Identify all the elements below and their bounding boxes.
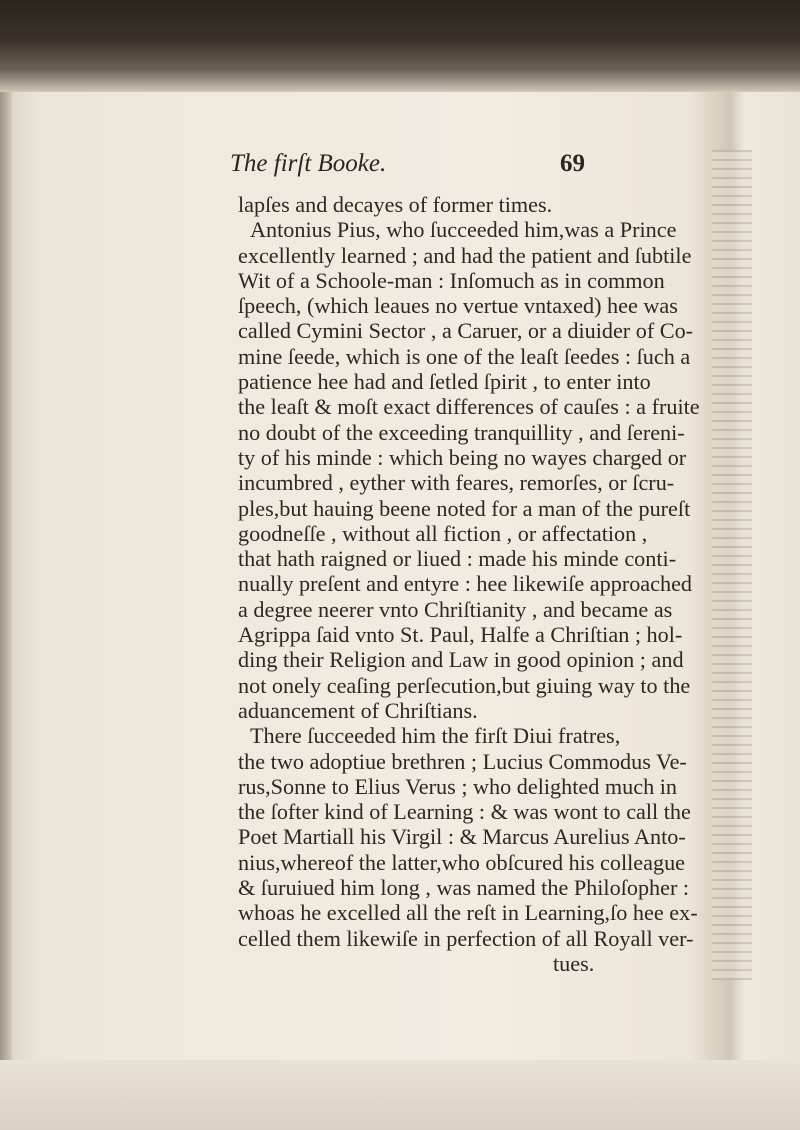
text-line: & ſuruiued him long , was named the Philoſopher :	[238, 875, 690, 901]
text-line: nius,whereof the latter,who obſcured his colleague	[238, 849, 686, 875]
text-line: that hath raigned or liued : made his minde conti-	[238, 546, 677, 572]
scan-left-edge	[0, 92, 12, 1060]
catchword: tues.	[553, 950, 595, 976]
text-line: ty of his minde : which being no wayes charged or	[238, 444, 687, 470]
page-gutter-shadow	[712, 150, 752, 980]
text-line: Agrippa ſaid vnto St. Paul, Halfe a Chriſtian ; hol-	[238, 622, 683, 648]
text-line: celled them likewiſe in perfection of all Royall ver-	[238, 925, 694, 951]
body-text	[238, 192, 700, 976]
text-line: aduancement of Chriſtians.	[238, 697, 478, 723]
text-line: the two adoptiue brethren ; Lucius Commodus Ve-	[238, 748, 687, 774]
text-line: lapſes and decayes of former times.	[238, 192, 553, 217]
text-line: patience hee had and ſetled ſpirit , to enter into	[238, 369, 651, 395]
scan-top-shadow	[0, 0, 800, 92]
running-title: The firſt Booke.	[230, 150, 387, 177]
text-line: ples,but hauing beene noted for a man of the pureſt	[238, 495, 691, 521]
text-line: ding their Religion and Law in good opinion ; and	[238, 647, 684, 673]
text-line: mine ſeede, which is one of the leaſt ſeedes : ſuch a	[238, 343, 691, 369]
text-line: incumbred , eyther with feares, remorſes, or ſcru-	[238, 470, 675, 496]
text-line: ſpeech, (which leaues no vertue vntaxed) hee was	[238, 293, 678, 319]
text-line: Poet Martiall his Virgil : & Marcus Aurelius Anto-	[238, 824, 686, 850]
text-line: a degree neerer vnto Chriſtianity , and became as	[238, 596, 673, 622]
text-line: no doubt of the exceeding tranquillity , and ſereni-	[238, 419, 685, 445]
text-line: the ſofter kind of Learning : & was wont to call the	[238, 799, 691, 825]
scan-bottom-margin	[0, 1060, 800, 1130]
text-line: not onely ceaſing perſecution,but giuing way to the	[238, 672, 691, 698]
text-line: called Cymini Sector , a Caruer, or a diuider of Co-	[238, 318, 694, 344]
page-number: 69	[560, 150, 585, 177]
text-line: Wit of a Schoole-man : Inſomuch as in common	[238, 267, 665, 293]
text-line: whoas he excelled all the reſt in Learning,ſo hee ex-	[238, 900, 698, 926]
text-line: excellently learned ; and had the patient and ſubtile	[238, 242, 692, 268]
text-line: nually preſent and entyre : hee likewiſe approached	[238, 571, 693, 597]
text-line: There ſucceeded him the firſt Diui fratres,	[250, 723, 621, 749]
text-line: Antonius Pius, who ſucceeded him,was a Prince	[250, 217, 677, 243]
running-header	[210, 150, 650, 186]
text-line: goodneſſe , without all fiction , or affectation ,	[238, 520, 648, 546]
text-line: the leaſt & moſt exact differences of cauſes : a fruite	[238, 394, 700, 420]
text-line: rus,Sonne to Elius Verus ; who delighted much in	[238, 773, 677, 799]
